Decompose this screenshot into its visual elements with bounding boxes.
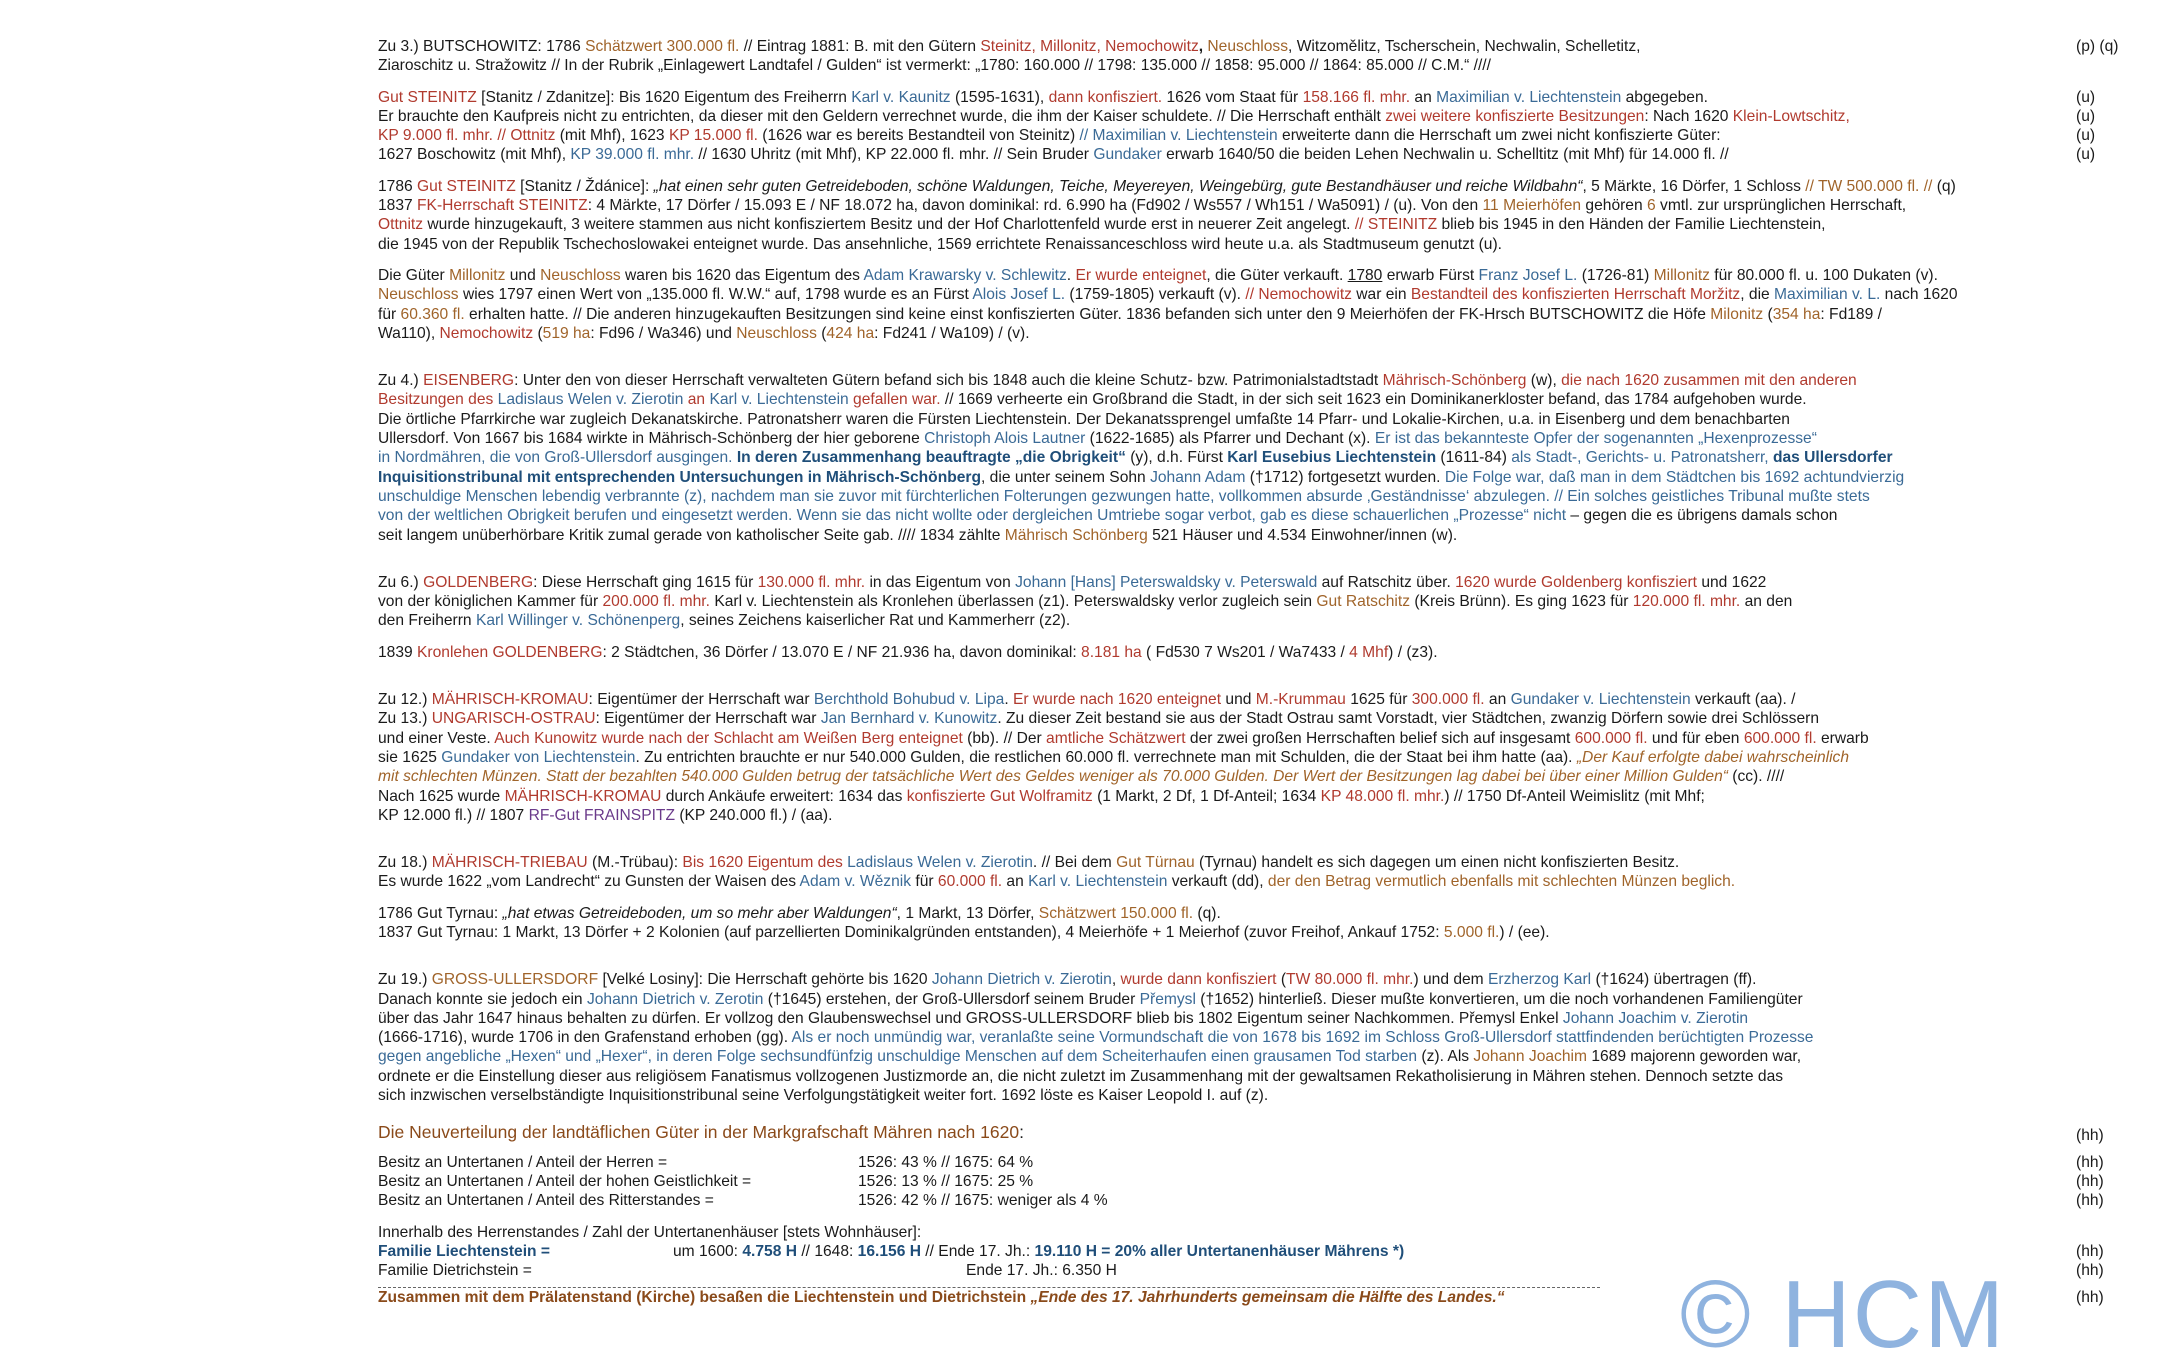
reference-mark: (hh)	[2076, 1262, 2104, 1280]
reference-mark: (p) (q)	[2076, 38, 2119, 55]
text-line: Besitzungen des Ladislaus Welen v. Zierotin an Karl v. Liechtenstein gefallen war. // 1669 verheerte ein Großbrand die Stadt, in der sich seit 1623 ein Dominikanerkloster befand, das 1784 aufgehoben wurde.	[378, 391, 1807, 409]
reference-mark: (u)	[2076, 145, 2096, 163]
text-line: 1786 Gut Tyrnau: „hat etwas Getreideboden, um so mehr aber Waldungen“, 1 Markt, 13 Dörfer, Schätzwert 150.000 fl. (q).	[378, 904, 1221, 922]
paragraph-gut-steinitz	[378, 88, 2098, 165]
text-line: Danach konnte sie jedoch ein Johann Dietrich v. Zerotin (†1645) erstehen, der Groß-Ullersdorf seinem Bruder Přemysl (†1652) hinterließ. Dieser mußte konvertieren, um die noch vorhandenen Familiengüter	[378, 990, 1803, 1008]
reference-mark: (hh)	[2076, 1153, 2104, 1171]
conclusion-line: Zusammen mit dem Prälatenstand (Kirche) besaßen die Liechtenstein und Dietrichstein „Ende des 17. Jahrhunderts gemeinsam die Hälfte des Landes.“ (hh)	[378, 1289, 2104, 1307]
text-line: Gut STEINITZ [Stanitz / Zdanitze]: Bis 1620 Eigentum des Freiherrn Karl v. Kaunitz (1595-1631), dann konfisziert. 1626 vom Staat für 158.166 fl. mhr. an Maximilian v. Liechtenstein abgegeben.	[378, 88, 1708, 106]
text-line: Er brauchte den Kaufpreis nicht zu entrichten, da dieser mit den Geldern verrechnet wurde, die ihm der Kaiser schuldete. // Die Herrschaft enthält zwei weitere konfiszierte Besitzungen: Nach 1620 Klein-Lowtschitz,	[378, 107, 1850, 125]
text-line: KP 12.000 fl.) // 1807 RF-Gut FRAINSPITZ (KP 240.000 fl.) / (aa).	[378, 806, 833, 824]
paragraph-kromau-ostrau	[378, 690, 2098, 825]
text-line: 1786 Gut STEINITZ [Stanitz / Ždánice]: „hat einen sehr guten Getreideboden, schöne Waldungen, Teiche, Meyereyen, Weingebürg, gute Bestandhäuser und reiche Wildbahn“, 5 Märkte, 16 Dörfer, 1 Schloss // TW 500.000 fl. // (q)	[378, 177, 1956, 195]
reference-mark: (hh)	[2076, 1192, 2104, 1210]
text-line: Nach 1625 wurde MÄHRISCH-KROMAU durch Ankäufe erweitert: 1634 das konfiszierte Gut Wolframitz (1 Markt, 2 Df, 1 Df-Anteil; 1634 KP 48.000 fl. mhr.) // 1750 Df-Anteil Weimislitz (mit Mhf;	[378, 787, 1705, 805]
paragraph-gross-ullersdorf	[378, 970, 2098, 1105]
houses-title: Innerhalb des Herrenstandes / Zahl der Untertanenhäuser [stets Wohnhäuser]:	[378, 1223, 922, 1241]
paragraph-butschowitz	[378, 37, 2119, 76]
dietrichstein-row: Familie Dietrichstein = Ende 17. Jh.: 6.350 H (hh)	[378, 1262, 2104, 1280]
text-line: von der weltlichen Obrigkeit berufen und eingesetzt werden. Wenn sie das nicht wollte oder dergleichen Umtriebe sogar verbot, gab es diese schauerlichen „Prozesse“ nicht – gegen die es übrigens damals schon	[378, 507, 1838, 525]
text-line: 1837 Gut Tyrnau: 1 Markt, 13 Dörfer + 2 Kolonien (auf parzellierten Dominikalgründen entstanden), 4 Meierhöfe + 1 Meierhof (zuvor Freihof, Ankauf 1752: 5.000 fl.) / (ee).	[378, 923, 1550, 941]
text-line: in Nordmähren, die von Groß-Ullersdorf ausgingen. In deren Zusammenhang beauftragte „die Obrigkeit“ (y), d.h. Fürst Karl Eusebius Liechtenstein (1611-84) als Stadt-, Gerichts- u. Patronatsherr, das Ullersdorfer	[378, 449, 1893, 467]
reference-mark: (u)	[2076, 126, 2096, 144]
text-line: Die Güter Millonitz und Neuschloss waren bis 1620 das Eigentum des Adam Krawarsky v. Schlewitz. Er wurde enteignet, die Güter verkauft. 1780 erwarb Fürst Franz Josef L. (1726-81) Millonitz für 80.000 fl. u. 100 Dukaten (v).	[378, 266, 1938, 284]
text-line: ordnete er die Einstellung dieser aus religiösem Fanatismus vollzogenen Justizmorde an, die nicht zuletzt im Zusammenhang mit der gewaltsamen Rekatholisierung in Mähren stehen. Dennoch setzte das	[378, 1067, 1784, 1085]
paragraph-triebau	[378, 853, 2098, 892]
text-line: sich inzwischen verselbständigte Inquisitionstribunal seine Verfolgungstätigkeit weiter fort. 1692 löste es Kaiser Leopold I. auf (z).	[378, 1087, 1269, 1105]
liechtenstein-row: Familie Liechtenstein = um 1600: 4.758 H // 1648: 16.156 H // Ende 17. Jh.: 19.110 H = 20% aller Untertanenhäuser Mährens *) (hh)	[378, 1242, 2104, 1260]
text-line: für 60.360 fl. erhalten hatte. // Die anderen hinzugekauften Besitzungen sind keine einst konfiszierten Güter. 1836 befanden sich unter den 9 Meierhöfen der FK-Hrsch BUTSCHOWITZ die Höfe Milonitz (354 ha: Fd189 /	[378, 305, 1882, 323]
text-line: 1627 Boschowitz (mit Mhf), KP 39.000 fl. mhr. // 1630 Uhritz (mit Mhf), KP 22.000 fl. mhr. // Sein Bruder Gundaker erwarb 1640/50 die beiden Lehen Nechwalin u. Schelltitz (mit Mhf) für 14.000 fl. //	[378, 146, 1729, 164]
text-line: von der königlichen Kammer für 200.000 fl. mhr. Karl v. Liechtenstein als Kronlehen überlassen (z1). Peterswaldsky verlor zugleich sein Gut Ratschitz (Kreis Brünn). Es ging 1623 für 120.000 fl. mhr. an den	[378, 593, 1793, 611]
paragraph-millonitz	[378, 266, 2098, 343]
paragraph-kronlehen	[378, 643, 2098, 662]
text-line: gegen angebliche „Hexen“ und „Hexer“, in deren Folge sechsundfünfzig unschuldige Menschen auf dem Scheiterhaufen einen grausamen Tod starben (z). Als Johann Joachim 1689 majorenn geworden war,	[378, 1048, 1802, 1066]
text-line: Zu 19.) GROSS-ULLERSDORF [Velké Losiny]: Die Herrschaft gehörte bis 1620 Johann Dietrich v. Zierotin, wurde dann konfisziert (TW 80.000 fl. mhr.) und dem Erzherzog Karl (†1624) übertragen (ff).	[378, 971, 1757, 989]
text-line: Es wurde 1622 „vom Landrecht“ zu Gunsten der Waisen des Adam v. Wěznik für 60.000 fl. an Karl v. Liechtenstein verkauft (dd), der den Betrag vermutlich ebenfalls mit schlechten Münzen beglich.	[378, 873, 1736, 891]
text-line: 1839 Kronlehen GOLDENBERG: 2 Städtchen, 36 Dörfer / 13.070 E / NF 21.936 ha, davon dominikal: 8.181 ha ( Fd530 7 Ws201 / Wa7433 / 4 Mhf) / (z3).	[378, 643, 1438, 661]
text-line: Zu 3.) BUTSCHOWITZ: 1786 Schätzwert 300.000 fl. // Eintrag 1881: B. mit den Gütern Steinitz, Millonitz, Nemochowitz, Neuschloss, Witzomělitz, Tscherschein, Nechwalin, Schelletitz,	[378, 38, 1641, 55]
text-line: über das Jahr 1647 hinaus behalten zu dürfen. Er vollzog den Glaubenswechsel und GROSS-ULLERSDORF blieb bis 1802 Eigentum seiner Nachkommen. Přemysl Enkel Johann Joachim v. Zierotin	[378, 1009, 1749, 1027]
text-line: (1666-1716), wurde 1706 in den Grafenstand erhoben (gg). Als er noch unmündig war, veranlaßte seine Vormundschaft die von 1678 bis 1692 im Schloss Groß-Ullersdorf stattfindenden berüchtigten Prozesse	[378, 1029, 1814, 1047]
dashed-divider	[378, 1287, 1600, 1288]
document-body	[378, 37, 2119, 1320]
text-line: unschuldige Menschen lebendig verbrannte (z), nachdem man sie zuvor mit fürchterlichen Folterungen gezwungen hatte, vollkommen absurde ‚Geständnisse‘ abzulegen. // Ein solches geistliches Tribunal mußte stets	[378, 487, 1870, 505]
reference-mark: (hh)	[2076, 1289, 2104, 1307]
text-line: KP 9.000 fl. mhr. // Ottnitz (mit Mhf), 1623 KP 15.000 fl. (1626 war es bereits Bestandteil von Steinitz) // Maximilian v. Liechtenstein erweiterte dann die Herrschaft um zwei nicht konfiszierte Güter:	[378, 127, 1721, 145]
paragraph-eisenberg	[378, 371, 2098, 545]
reference-mark: (u)	[2076, 107, 2096, 125]
share-row: Besitz an Untertanen / Anteil der Herren = 1526: 43 % // 1675: 64 % (hh)	[378, 1153, 2104, 1171]
text-line: 1837 FK-Herrschaft STEINITZ: 4 Märkte, 17 Dörfer / 15.093 E / NF 18.072 ha, davon dominikal: rd. 6.990 ha (Fd902 / Ws557 / Wh151 / Wa5091) / (u). Von den 11 Meierhöfen gehören 6 vmtl. zur ursprünglichen Herrschaft,	[378, 197, 1907, 215]
text-line: Zu 4.) EISENBERG: Unter den von dieser Herrschaft verwalteten Gütern befand sich bis 1848 auch die kleine Schutz- bzw. Patrimonialstadtstadt Mährisch-Schönberg (w), die nach 1620 zusammen mit den anderen	[378, 372, 1857, 390]
reference-mark: (hh)	[2076, 1172, 2104, 1190]
share-row: Besitz an Untertanen / Anteil des Ritterstandes = 1526: 42 % // 1675: weniger als 4 % (hh)	[378, 1192, 2104, 1210]
text-line: sie 1625 Gundaker von Liechtenstein. Zu entrichten brauchte er nur 540.000 Gulden, die restlichen 60.000 fl. verrechnete man mit Schulden, die der Staat bei ihm hatte (aa). „Der Kauf erfolgte dabei wahrscheinlich	[378, 748, 1850, 766]
copyright-watermark: © HCM	[1680, 1261, 2007, 1368]
text-line: die 1945 von der Republik Tschechoslowakei enteignet wurde. Das ansehnliche, 1569 errichtete Renaissanceschloss wird heute u.a. als Stadtmuseum genutzt (u).	[378, 235, 1502, 253]
text-line: seit langem unüberhörbare Kritik zumal gerade von katholischer Seite gab. //// 1834 zählte Mährisch Schönberg 521 Häuser und 4.534 Einwohner/innen (w).	[378, 526, 1458, 544]
text-line: und einer Veste. Auch Kunowitz wurde nach der Schlacht am Weißen Berg enteignet (bb). // Der amtliche Schätzwert der zwei großen Herrschaften belief sich auf insgesamt 600.000 fl. und für eben 600.000 fl. erwarb	[378, 729, 1869, 747]
paragraph-goldenberg	[378, 573, 2098, 631]
text-line: Zu 13.) UNGARISCH-OSTRAU: Eigentümer der Herrschaft war Jan Bernhard v. Kunowitz. Zu dieser Zeit bestand sie aus der Stadt Ostrau samt Vorstadt, vier Städtchen, zwanzig Dörfern sowie drei Schlössern	[378, 710, 1820, 728]
text-line: Zu 6.) GOLDENBERG: Diese Herrschaft ging 1615 für 130.000 fl. mhr. in das Eigentum von Johann [Hans] Peterswaldsky v. Peterswald auf Ratschitz über. 1620 wurde Goldenberg konfisziert und 1622	[378, 573, 1767, 591]
reference-mark: (hh)	[2076, 1127, 2104, 1145]
paragraph-steinitz-1786	[378, 177, 2098, 254]
text-line: Zu 18.) MÄHRISCH-TRIEBAU (M.-Trübau): Bis 1620 Eigentum des Ladislaus Welen v. Zierotin. // Bei dem Gut Türnau (Tyrnau) handelt es sich dagegen um einen nicht konfiszierten Besitz.	[378, 854, 1680, 872]
text-line: mit schlechten Münzen. Statt der bezahlten 540.000 Gulden betrug der tatsächliche Wert des Geldes weniger als 70.000 Gulden. Der Wert der Besitzungen lag dabei bei über einer Million Gulden“ (cc). ////	[378, 768, 1785, 786]
text-line: Ziaroschitz u. Stražowitz // In der Rubrik „Einlagewert Landtafel / Gulden“ ist vermerkt: „1780: 160.000 // 1798: 135.000 // 1858: 95.000 // 1864: 85.000 // C.M.“ ////	[378, 57, 1491, 75]
text-line: Ottnitz wurde hinzugekauft, 3 weitere stammen aus nicht konfisziertem Besitz und der Hof Charlottenfeld wurde erst in neuerer Zeit angelegt. // STEINITZ blieb bis 1945 in den Händen der Familie Liechtenstein,	[378, 216, 1826, 234]
text-line: Neuschloss wies 1797 einen Wert von „135.000 fl. W.W.“ auf, 1798 wurde es an Fürst Alois Josef L. (1759-1805) verkauft (v). // Nemochowitz war ein Bestandteil des konfiszierten Herrschaft Moržitz, die Maximilian v. L. nach 1620	[378, 286, 1958, 304]
text-line: Die örtliche Pfarrkirche war zugleich Dekanatskirche. Patronatsherr waren die Fürsten Liechtenstein. Der Dekanatssprengel umfaßte 14 Pfarr- und Lokalie-Kirchen, u.a. in Eisenberg und dem benachbarten	[378, 410, 1790, 428]
text-line: Zu 12.) MÄHRISCH-KROMAU: Eigentümer der Herrschaft war Berchthold Bohubud v. Lipa. Er wurde nach 1620 enteignet und M.-Krummau 1625 für 300.000 fl. an Gundaker v. Liechtenstein verkauft (aa). /	[378, 691, 1796, 709]
share-row: Besitz an Untertanen / Anteil der hohen Geistlichkeit = 1526: 13 % // 1675: 25 % (hh)	[378, 1172, 2104, 1190]
summary-heading: Die Neuverteilung der landtäflichen Güter in der Markgrafschaft Mähren nach 1620: (hh)	[378, 1122, 2104, 1145]
paragraph-tyrnau	[378, 904, 2098, 943]
text-line: den Freiherrn Karl Willinger v. Schönenperg, seines Zeichens kaiserlicher Rat und Kammerherr (z2).	[378, 612, 1071, 630]
reference-mark: (u)	[2076, 88, 2096, 106]
text-line: Ullersdorf. Von 1667 bis 1684 wirkte in Mährisch-Schönberg der hier geborene Christoph Alois Lautner (1622-1685) als Pfarrer und Dechant (x). Er ist das bekannteste Opfer der sogenannten „Hexenprozesse“	[378, 430, 1817, 448]
text-line: Inquisitionstribunal mit entsprechenden Untersuchungen in Mährisch-Schönberg, die unter seinem Sohn Johann Adam (†1712) fortgesetzt wurden. Die Folge war, daß man in dem Städtchen bis 1692 achtundvierzig	[378, 468, 1905, 486]
reference-mark: (hh)	[2076, 1242, 2104, 1260]
text-line: Wa110), Nemochowitz (519 ha: Fd96 / Wa346) und Neuschloss (424 ha: Fd241 / Wa109) / (v).	[378, 324, 1030, 342]
